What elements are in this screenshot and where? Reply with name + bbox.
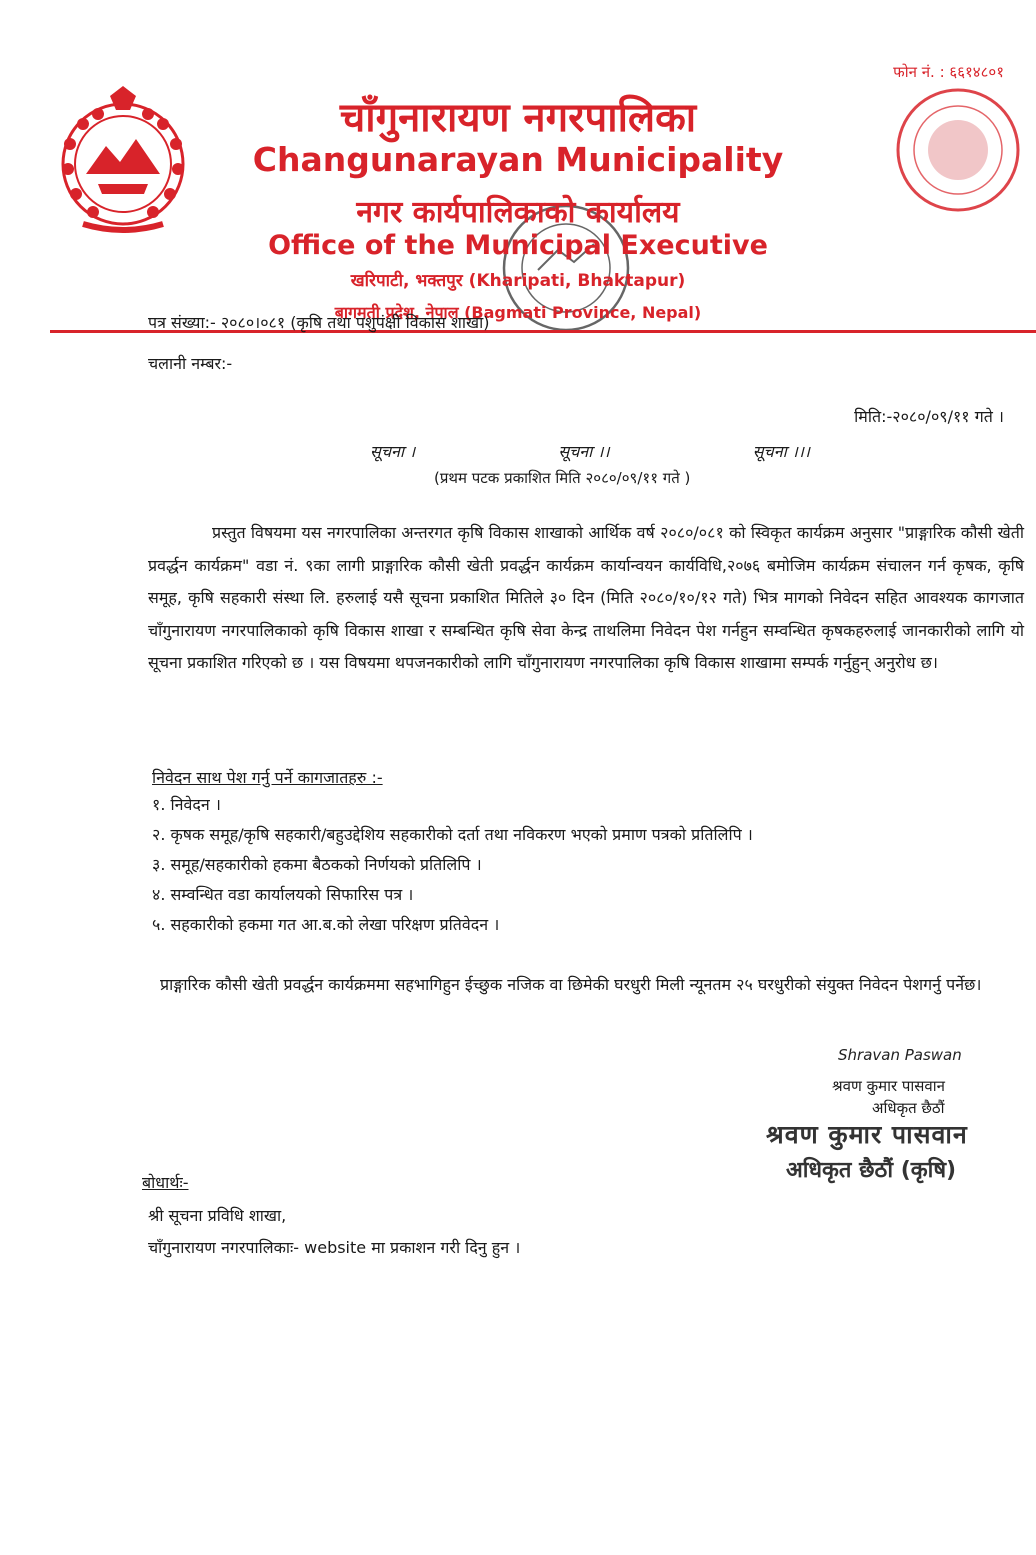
title-stamp: अधिकृत छैठौं (कृषि) xyxy=(786,1158,957,1183)
list-item: ३. समूह/सहकारीको हकमा बैठकको निर्णयको प्रतिलिपि । xyxy=(152,855,482,874)
phone-number: फोन नं. : ६६१४८०१ xyxy=(893,63,1004,81)
handwritten-signature: Shravan Paswan xyxy=(838,1046,962,1064)
notice-label: सूचना ।।। xyxy=(752,442,810,461)
dispatch-number: चलानी नम्बर:- xyxy=(148,354,233,373)
list-item: ४. सम्वन्धित वडा कार्यालयको सिफारिस पत्र । xyxy=(152,885,414,904)
notice-label: सूचना ।। xyxy=(558,442,610,461)
first-published-date: (प्रथम पटक प्रकाशित मिति २०८०/०९/११ गते ) xyxy=(434,469,691,487)
cc-recipient: श्री सूचना प्रविधि शाखा, xyxy=(148,1206,287,1225)
eligibility-paragraph: प्राङ्गारिक कौसी खेती प्रवर्द्धन कार्यक्रममा सहभागिहुन ईच्छुक नजिक वा छिमेकी घरधुरी मिली न्यूनतम २५ घरधुरीको संयुक्त निवेदन पेशगर्नु पर्नेछ। xyxy=(160,975,982,994)
name-stamp: श्रवण कुमार पासवान xyxy=(766,1120,968,1149)
municipality-name-nepali: चाँगुनारायण नगरपालिका xyxy=(339,95,697,141)
municipality-name-english: Changunarayan Municipality xyxy=(252,140,784,179)
notice-body-paragraph: प्रस्तुत विषयमा यस नगरपालिका अन्तरगत कृषि विकास शाखाको आर्थिक वर्ष २०८०/०८१ को स्विकृत कार्यक्रम अनुसार "प्राङ्गारिक कौसी खेती प्रवर्द्धन कार्यक्रम" वडा नं. ९का लागी प्राङ्गारिक कौसी खेती प्रवर्द्धन कार्यक्रम कार्यान्वयन कार्यविधि,२०७६ बमोजिम कार्यक्रम संचालन गर्न कृषक, कृषि समूह, कृषि सहकारी संस्था लि. हरुलाई यसै सूचना प्रकाशित मितिले ३० दिन (मिति २०८०/१०/१२ गते) भित्र मागको निवेदन सहित आवश्यक कागजात चाँगुनारायण नगरपालिकाको कृषि विकास शाखा र सम्बन्धित कृषि सेवा केन्द्र ताथलिमा निवेदन पेश गर्नहुन सम्वन्धित कृषकहरुलाई जानकारीको लागि यो सूचना प्रकाशित गरिएको छ । यस विषयमा थपजनकारीको लागि चाँगुनारायण नगरपालिका कृषि विकास शाखामा सम्पर्क गर्नुहुन् अनुरोध छ। xyxy=(148,523,1024,672)
notice-heading xyxy=(370,440,810,462)
signatory-name: श्रवण कुमार पासवान xyxy=(832,1077,945,1095)
office-address: खरिपाटी, भक्तपुर (Kharipati, Bhaktapur) xyxy=(350,271,686,291)
office-name-english: Office of the Municipal Executive xyxy=(268,230,768,261)
list-item: २. कृषक समूह/कृषि सहकारी/बहुउद्देशिय सहकारीको दर्ता तथा नविकरण भएको प्रमाण पत्रको प्रतिलिपि । xyxy=(152,825,753,844)
notice-label: सूचना । xyxy=(370,442,416,461)
cc-title: बोधार्थः- xyxy=(142,1173,189,1192)
list-item: ५. सहकारीको हकमा गत आ.ब.को लेखा परिक्षण प्रतिवेदन । xyxy=(152,915,500,934)
office-name-nepali: नगर कार्यपालिकाको कार्यालय xyxy=(356,195,680,230)
list-item: १. निवेदन । xyxy=(152,795,221,814)
letter-date: मिति:-२०८०/०९/११ गते । xyxy=(854,407,1004,426)
letter-number: पत्र संख्या:- २०८०।०८१ (कृषि तथा पशुपंक्षी विकास शाखा) xyxy=(148,313,490,332)
office-province: बागमती प्रदेश, नेपाल (Bagmati Province, Nepal) xyxy=(334,303,702,322)
cc-instruction: चाँगुनारायण नगरपालिकाः- website मा प्रकाशन गरी दिनु हुन । xyxy=(148,1238,521,1257)
signatory-title: अधिकृत छैठौं xyxy=(872,1099,945,1117)
documents-list xyxy=(152,794,753,944)
documents-title: निवेदन साथ पेश गर्नु पर्ने कागजातहरु :- xyxy=(152,768,383,787)
